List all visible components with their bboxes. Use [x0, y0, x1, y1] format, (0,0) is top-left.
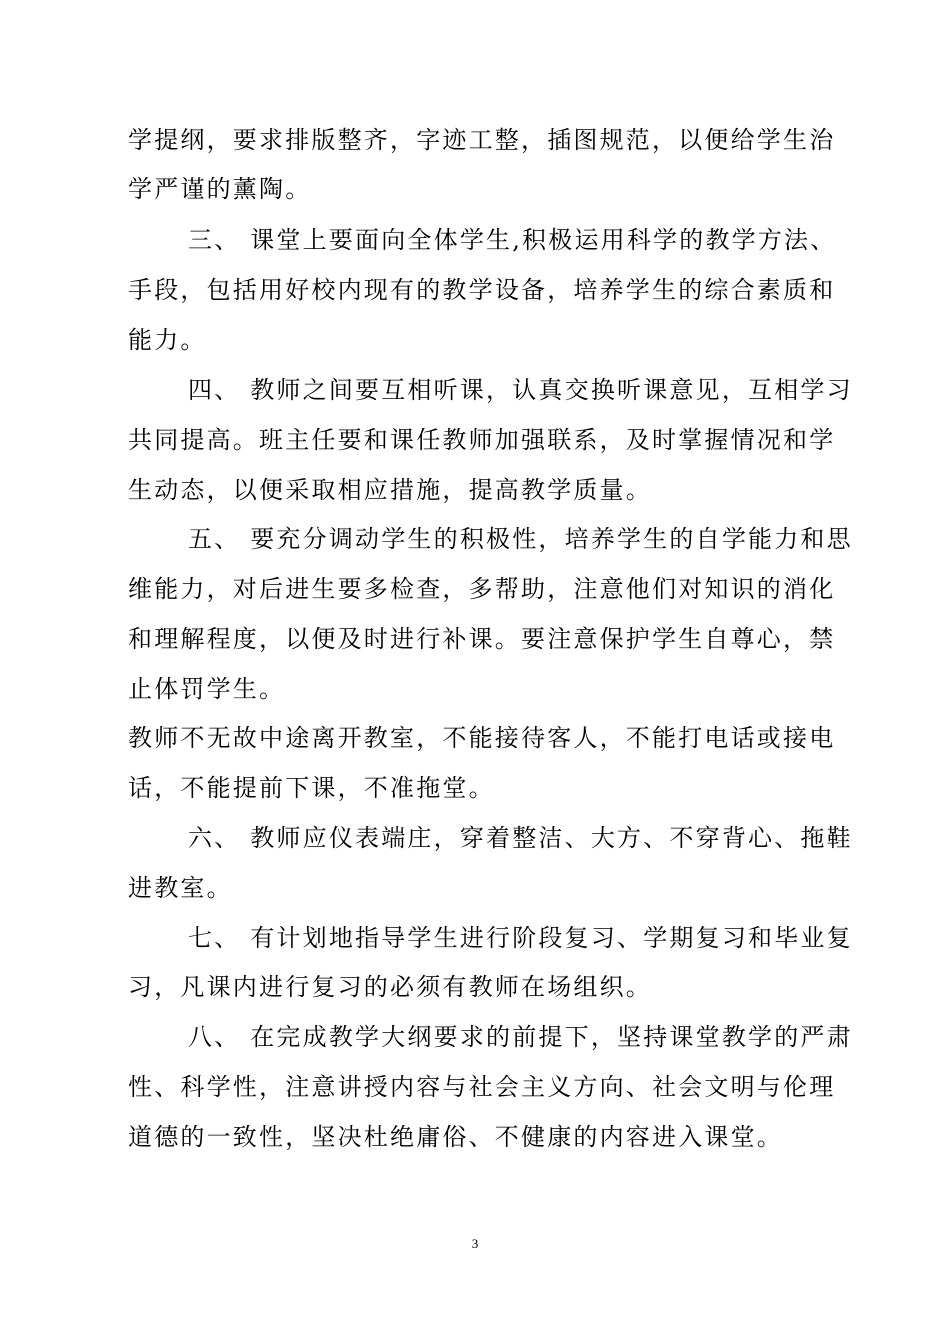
text-line: 能力。: [128, 326, 207, 354]
section-5-heading-line: 五、 要充分调动学生的积极性，培养学生的自学能力和思: [188, 525, 853, 553]
section-3-heading-line: 三、 课堂上要面向全体学生,积极运用科学的教学方法、: [188, 226, 837, 254]
text-line: 学严谨的薰陶。: [128, 175, 312, 203]
text-line: 和理解程度，以便及时进行补课。要注意保护学生自尊心，禁: [128, 625, 836, 653]
text-line: 维能力，对后进生要多检查，多帮助，注意他们对知识的消化: [128, 575, 836, 603]
section-8-heading-line: 八、 在完成教学大纲要求的前提下，坚持课堂教学的严肃: [188, 1023, 853, 1051]
text-line: 进教室。: [128, 874, 233, 902]
text-line: 生动态，以便采取相应措施，提高教学质量。: [128, 476, 652, 504]
text-line: 教师不无故中途离开教室，不能接待客人，不能打电话或接电: [128, 724, 836, 752]
section-6-heading-line: 六、 教师应仪表端庄，穿着整洁、大方、不穿背心、拖鞋: [188, 824, 853, 852]
text-line: 手段，包括用好校内现有的教学设备，培养学生的综合素质和: [128, 276, 836, 304]
section-7-heading-line: 七、 有计划地指导学生进行阶段复习、学期复习和毕业复: [188, 924, 853, 952]
text-line: 学提纲，要求排版整齐，字迹工整，插图规范，以便给学生治: [128, 126, 836, 154]
text-line: 止体罚学生。: [128, 675, 286, 703]
text-line: 性、科学性，注意讲授内容与社会主义方向、社会文明与伦理: [128, 1073, 836, 1101]
page-number: 3: [471, 1236, 479, 1251]
section-4-heading-line: 四、 教师之间要互相听课，认真交换听课意见，互相学习: [188, 376, 853, 404]
text-line: 话，不能提前下课，不准拖堂。: [128, 774, 495, 802]
text-line: 共同提高。班主任要和课任教师加强联系，及时掌握情况和学: [128, 426, 836, 454]
text-line: 道德的一致性，坚决杜绝庸俗、不健康的内容进入课堂。: [128, 1123, 783, 1151]
text-line: 习，凡课内进行复习的必须有教师在场组织。: [128, 973, 652, 1001]
